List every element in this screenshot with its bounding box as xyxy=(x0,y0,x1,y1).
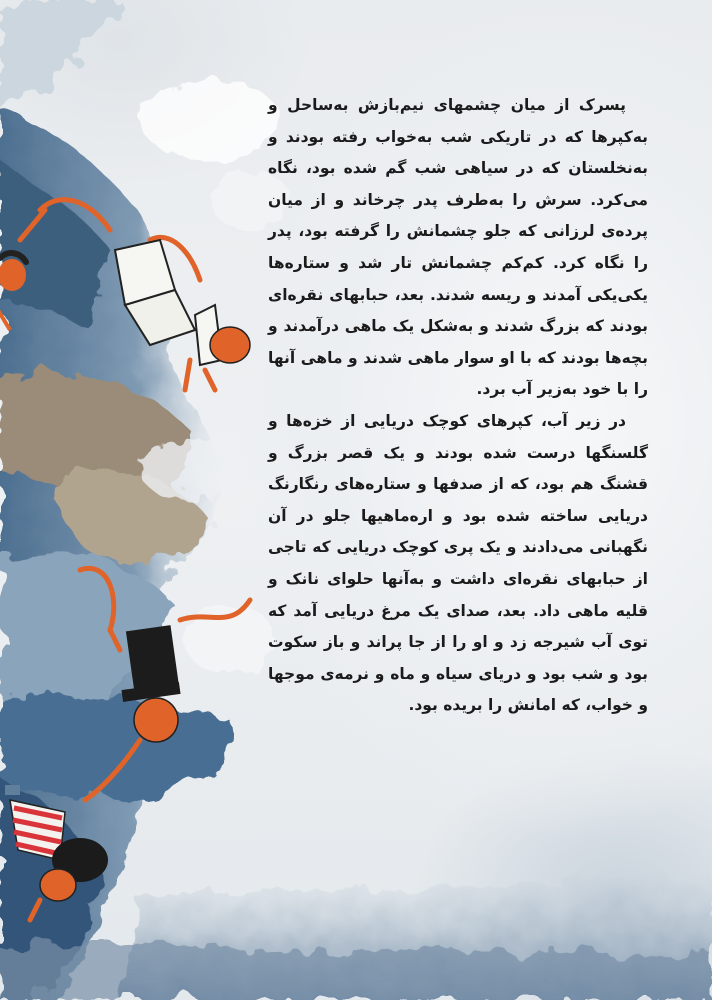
story-paragraph-1: پسرک از میان چشمهای نیم‌بازش به‌ساحل و به‌کپرها که در تاریکی شب به‌خواب رفته بودند و به‌نخلستان که در سیاهی شب گم شده بود، نگاه می‌کرد. سرش را به‌طرف پدر چرخاند و از میان پرده‌ی لرزانی که جلو چشمانش را گرفته بود، پدر را نگاه کرد. کم‌کم چشمانش تار شد و ستاره‌ها یکی‌یکی آمدند و ریسه شدند. بعد، حبابهای نقره‌ای بودند که بزرگ شدند و به‌شکل یک ماهی درآمدند و بچه‌ها بودند که با او سوار ماهی شدند و ماهی آنها را با خود به‌زیر آب برد. xyxy=(268,96,648,399)
story-paragraph-2: در زیر آب، کپرهای کوچک دریایی از خزه‌ها و گلسنگها درست شده بودند و یک قصر بزرگ و قشنگ هم بود، که از صدفها و ستاره‌های رنگارنگ دریایی ساخته شده بود و اره‌ماهیها جلو در آن نگهبانی می‌دادند و یک پری کوچک دریایی که تاجی از حبابهای نقره‌ای داشت و به‌آنها حلوای نانک و قلیه ماهی داد. بعد، صدای یک مرغ دریایی آمد که توی آب شیرجه زد و او را از جا پراند و باز سکوت بود و شب بود و دریای سیاه و ماه و نرمه‌ی موجها و خواب، که امانش را بریده بود. xyxy=(268,411,648,715)
story-text xyxy=(268,90,648,722)
